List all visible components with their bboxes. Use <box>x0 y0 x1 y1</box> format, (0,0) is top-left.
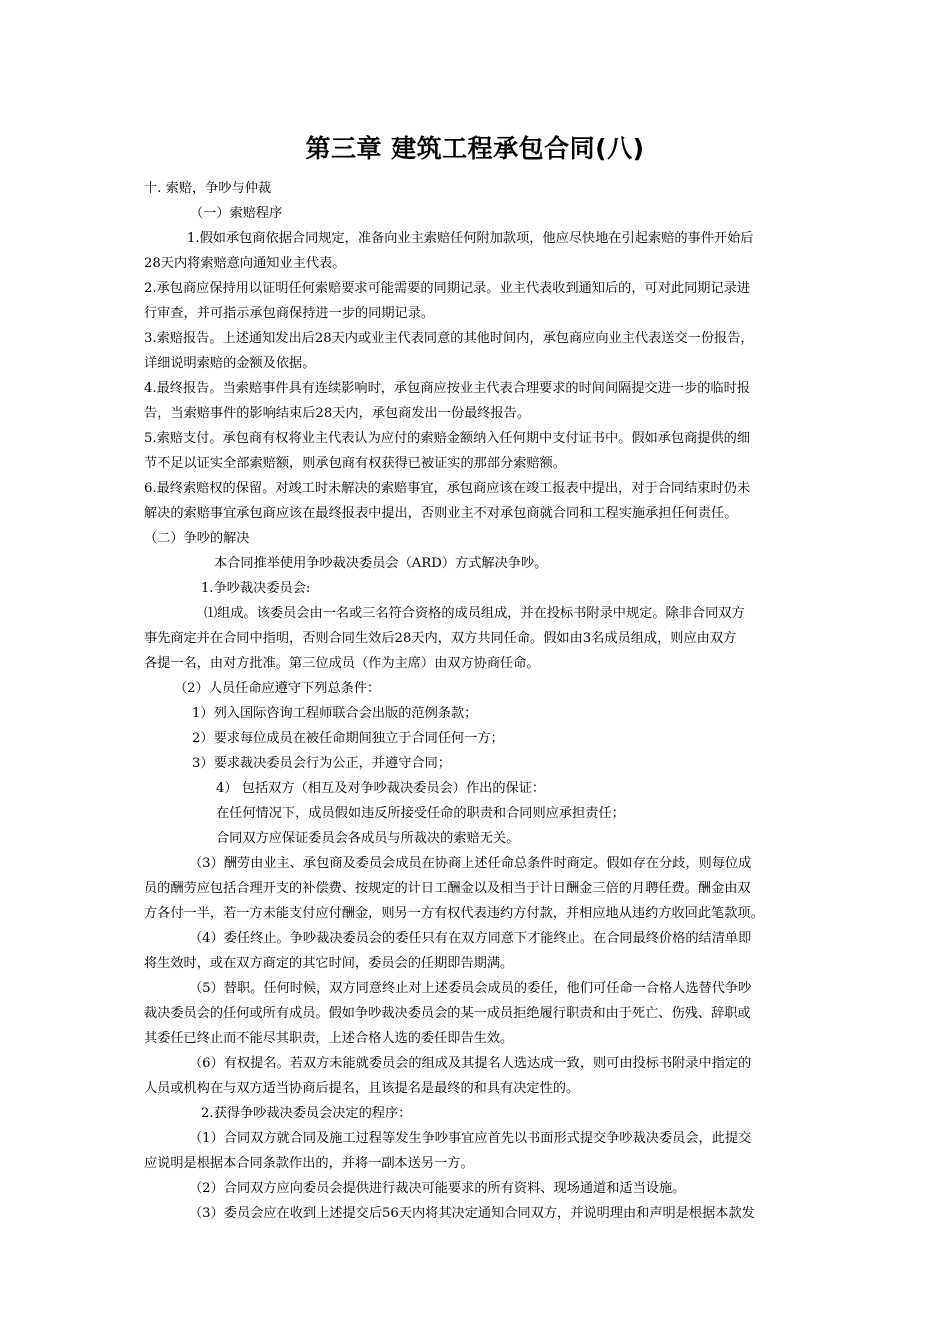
paragraph-line: 行审查，并可指示承包商保持进一步的同期记录。 <box>144 306 435 321</box>
paragraph-line: 28天内将索赔意向通知业主代表。 <box>144 256 346 271</box>
section-heading: 十. 索赔，争吵与仲裁 <box>144 181 272 196</box>
paragraph-line: ⑴组成。该委员会由一名或三名符合资格的成员组成，并在投标书附录中规定。除非合同双方 <box>204 606 745 621</box>
item-heading: 2.获得争吵裁决委员会决定的程序： <box>201 1106 412 1121</box>
paragraph-line: （6）有权提名。若双方未能就委员会的组成及其提名人选达成一致，则可由投标书附录中指定的 <box>189 1056 752 1071</box>
paragraph-line: 裁决委员会的任何或所有成员。假如争吵裁决委员会的某一成员拒绝履行职责和由于死亡、伤残、辞职或 <box>144 1006 751 1021</box>
paragraph-line: 本合同推举使用争吵裁决委员会（ARD）方式解决争吵。 <box>214 556 548 571</box>
paragraph-line: 事先商定并在合同中指明，否则合同生效后28天内，双方共同任命。假如由3名成员组成，则应由双方 <box>144 631 737 646</box>
paragraph-line: （5）替职。任何时候，双方同意终止对上述委员会成员的委任，他们可任命一合格人选替代争吵 <box>189 981 752 996</box>
paragraph-line: （3）委员会应在收到上述提交后56天内将其决定通知合同双方，并说明理由和声明是根据本款发 <box>189 1206 755 1221</box>
paragraph-line: 各提一名，由对方批准。第三位成员（作为主席）由双方协商任命。 <box>144 656 540 671</box>
paragraph-line: 将生效时，或在双方商定的其它时间，委员会的任期即告期满。 <box>144 956 514 971</box>
document-title: 第三章 建筑工程承包合同(八) <box>305 134 645 163</box>
paragraph-line: 方各付一半，若一方未能支付应付酬金，则另一方有权代表违约方付款，并相应地从违约方收回此笔款项。 <box>144 906 764 921</box>
list-item: 在任何情况下，成员假如违反所接受任命的职责和合同则应承担责任； <box>216 806 625 821</box>
paragraph-line: 应说明是根据本合同条款作出的，并将一副本送另一方。 <box>144 1156 474 1171</box>
paragraph-line: （1）合同双方就合同及施工过程等发生争吵事宜应首先以书面形式提交争吵裁决委员会，此提交 <box>189 1131 752 1146</box>
paragraph-line: （3）酬劳由业主、承包商及委员会成员在协商上述任命总条件时商定。假如存在分歧，则每位成 <box>189 856 752 871</box>
paragraph-line: （4）委任终止。争吵裁决委员会的委任只有在双方同意下才能终止。在合同最终价格的结清单即 <box>189 931 752 946</box>
subsection-heading: （一）索赔程序 <box>190 206 283 221</box>
list-item: 3）要求裁决委员会行为公正，并遵守合同； <box>192 756 451 771</box>
item-heading: 1.争吵裁决委员会: <box>201 581 311 596</box>
document-body <box>144 176 824 1226</box>
paragraph-line: 告，当索赔事件的影响结束后28天内，承包商发出一份最终报告。 <box>144 406 531 421</box>
paragraph-line: （2）合同双方应向委员会提供进行裁决可能要求的所有资料、现场通道和适当设施。 <box>189 1181 686 1196</box>
paragraph-line: 3.索赔报告。上述通知发出后28天内或业主代表同意的其他时间内，承包商应向业主代表送交一份报告， <box>144 331 754 346</box>
paragraph-line: 节不足以证实全部索赔额，则承包商有权获得已被证实的那部分索赔额。 <box>144 456 566 471</box>
paragraph-line: 员的酬劳应包括合理开支的补偿费、按规定的计日工酬金以及相当于计日酬金三倍的月聘任费。酬金由双 <box>144 881 751 896</box>
list-item: 4） 包括双方（相互及对争吵裁决委员会）作出的保证： <box>216 781 546 796</box>
list-item: 合同双方应保证委员会各成员与所裁决的索赔无关。 <box>216 831 520 846</box>
paragraph-line: （2）人员任命应遵守下列总条件： <box>174 681 381 696</box>
paragraph-line: 详细说明索赔的金额及依据。 <box>144 356 316 371</box>
paragraph-line: 其委任已终止而不能尽其职责，上述合格人选的委任即告生效。 <box>144 1031 514 1046</box>
list-item: 1）列入国际咨询工程师联合会出版的范例条款； <box>192 706 478 721</box>
paragraph-line: 解决的索赔事宜承包商应该在最终报表中提出，否则业主不对承包商就合同和工程实施承担任何责任。 <box>144 506 738 521</box>
list-item: 2）要求每位成员在被任命期间独立于合同任何一方； <box>192 731 504 746</box>
paragraph-line: 1.假如承包商依据合同规定，准备向业主索赔任何附加款项，他应尽快地在引起索赔的事件开始后 <box>187 231 754 246</box>
paragraph-line: 人员或机构在与双方适当协商后提名，且该提名是最终的和具有决定性的。 <box>144 1081 580 1096</box>
subsection-heading: （二）争吵的解决 <box>144 531 250 546</box>
paragraph-line: 4.最终报告。当索赔事件具有连续影响时，承包商应按业主代表合理要求的时间间隔提交进一步的临时报 <box>144 381 751 396</box>
paragraph-line: 6.最终索赔权的保留。对竣工时未解决的索赔事宜，承包商应该在竣工报表中提出，对于合同结束时仍未 <box>144 481 751 496</box>
paragraph-line: 2.承包商应保持用以证明任何索赔要求可能需要的同期记录。业主代表收到通知后的，可对此同期记录进 <box>144 281 751 296</box>
paragraph-line: 5.索赔支付。承包商有权将业主代表认为应付的索赔金额纳入任何期中支付证书中。假如承包商提供的细 <box>144 431 751 446</box>
